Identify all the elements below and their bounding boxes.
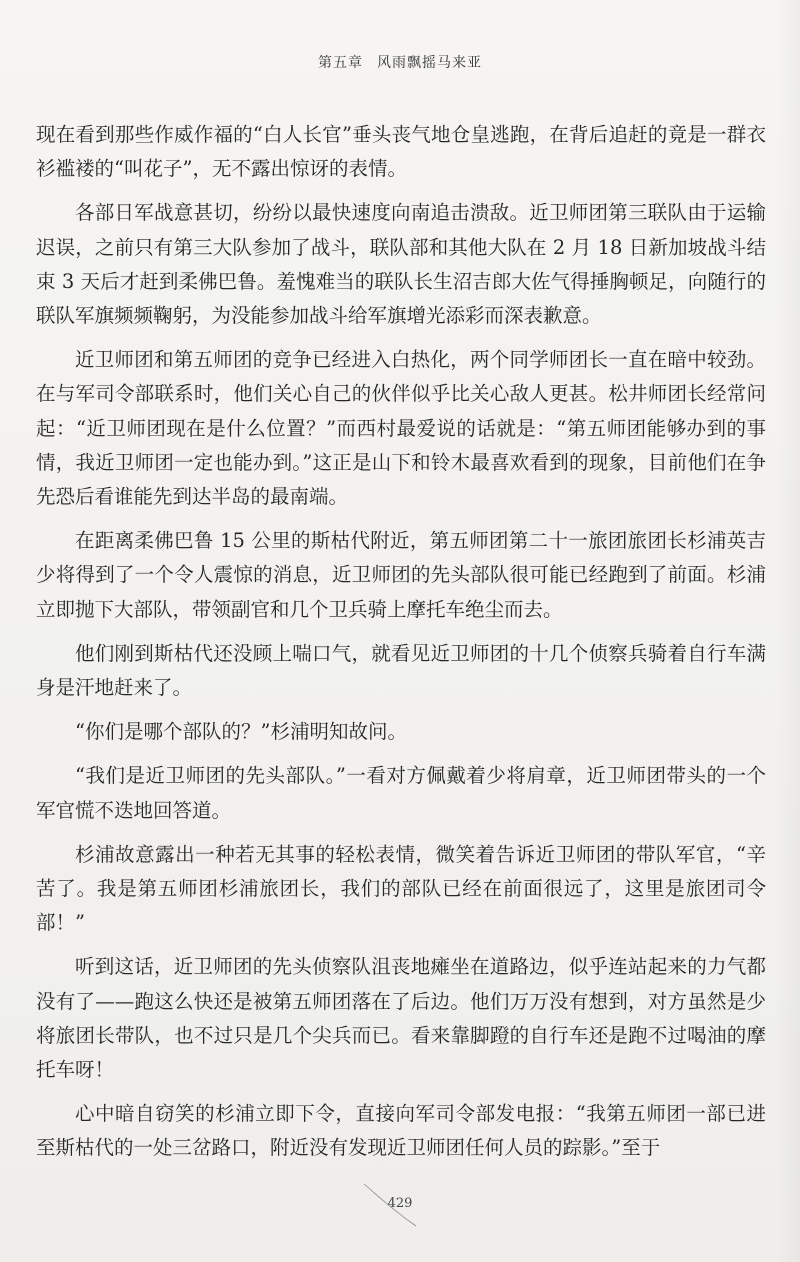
paragraph-3: 近卫师团和第五师团的竞争已经进入白热化，两个同学师团长一直在暗中较劲。在与军司令部联系时，他们关心自己的伙伴似乎比关心敌人更甚。松井师团长经常问起：“近卫师团现在是什么位置？”而西村最爱说的话就是：“第五师团能够办到的事情，我近卫师团一定也能办到。”这正是山下和铃木最喜欢看到的现象，目前他们在争先恐后看谁能先到达半岛的最南端。 [36,348,766,509]
chapter-number: 第五章 [318,55,363,71]
paragraph-4: 在距离柔佛巴鲁 15 公里的斯枯代附近，第五师团第二十一旅团旅团长杉浦英吉少将得到了一个令人震惊的消息，近卫师团的先头部队很可能已经跑到了前面。杉浦立即抛下大部队，带领副官和几个卫兵骑上摩托车绝尘而去。 [36,529,766,621]
paragraph-10: 心中暗自窃笑的杉浦立即下令，直接向军司令部发电报：“我第五师团一部已进至斯枯代的一处三岔路口，附近没有发现近卫师团任何人员的踪影。”至于 [36,1102,766,1160]
paragraph-6: “你们是哪个部队的？”杉浦明知故问。 [75,720,407,744]
body-text [36,118,766,1176]
paragraph-9: 听到这话，近卫师团的先头侦察队沮丧地瘫坐在道路边，似乎连站起来的力气都没有了——跑这么快还是被第五师团落在了后边。他们万万没有想到，对方虽然是少将旅团长带队，也不过只是几个尖兵而已。看来靠脚蹬的自行车还是跑不过喝油的摩托车呀！ [36,955,766,1082]
paragraph-2: 各部日军战意甚切，纷纷以最快速度向南追击溃敌。近卫师团第三联队由于运输迟误，之前只有第三大队参加了战斗，联队部和其他大队在 2 月 18 日新加坡战斗结束 3 天后才赶到柔佛巴鲁。羞愧难当的联队长生沼吉郎大佐气得捶胸顿足，向随行的联队军旗频频鞠躬，为没能参加战斗给军旗增光添彩而深表歉意。 [36,201,766,328]
running-header [0,52,800,72]
paragraph-5: 他们刚到斯枯代还没顾上喘口气，就看见近卫师团的十几个侦察兵骑着自行车满身是汗地赶来了。 [36,641,766,700]
paragraph-1: 现在看到那些作威作福的“白人长官”垂头丧气地仓皇逃跑，在背后追赶的竟是一群衣衫褴褛的“叫花子”，无不露出惊讶的表情。 [36,123,766,181]
page-edge-shadow [776,0,800,1262]
page-number: 429 [387,1196,413,1211]
paragraph-7: “我们是近卫师团的先头部队。”一看对方佩戴着少将肩章，近卫师团带头的一个军官慌不迭地回答道。 [36,764,766,822]
paragraph-8: 杉浦故意露出一种若无其事的轻松表情，微笑着告诉近卫师团的带队军官，“辛苦了。我是第五师团杉浦旅团长，我们的部队已经在前面很远了，这里是旅团司令部！” [36,842,766,935]
chapter-title: 风雨飘摇马来亚 [377,55,482,71]
